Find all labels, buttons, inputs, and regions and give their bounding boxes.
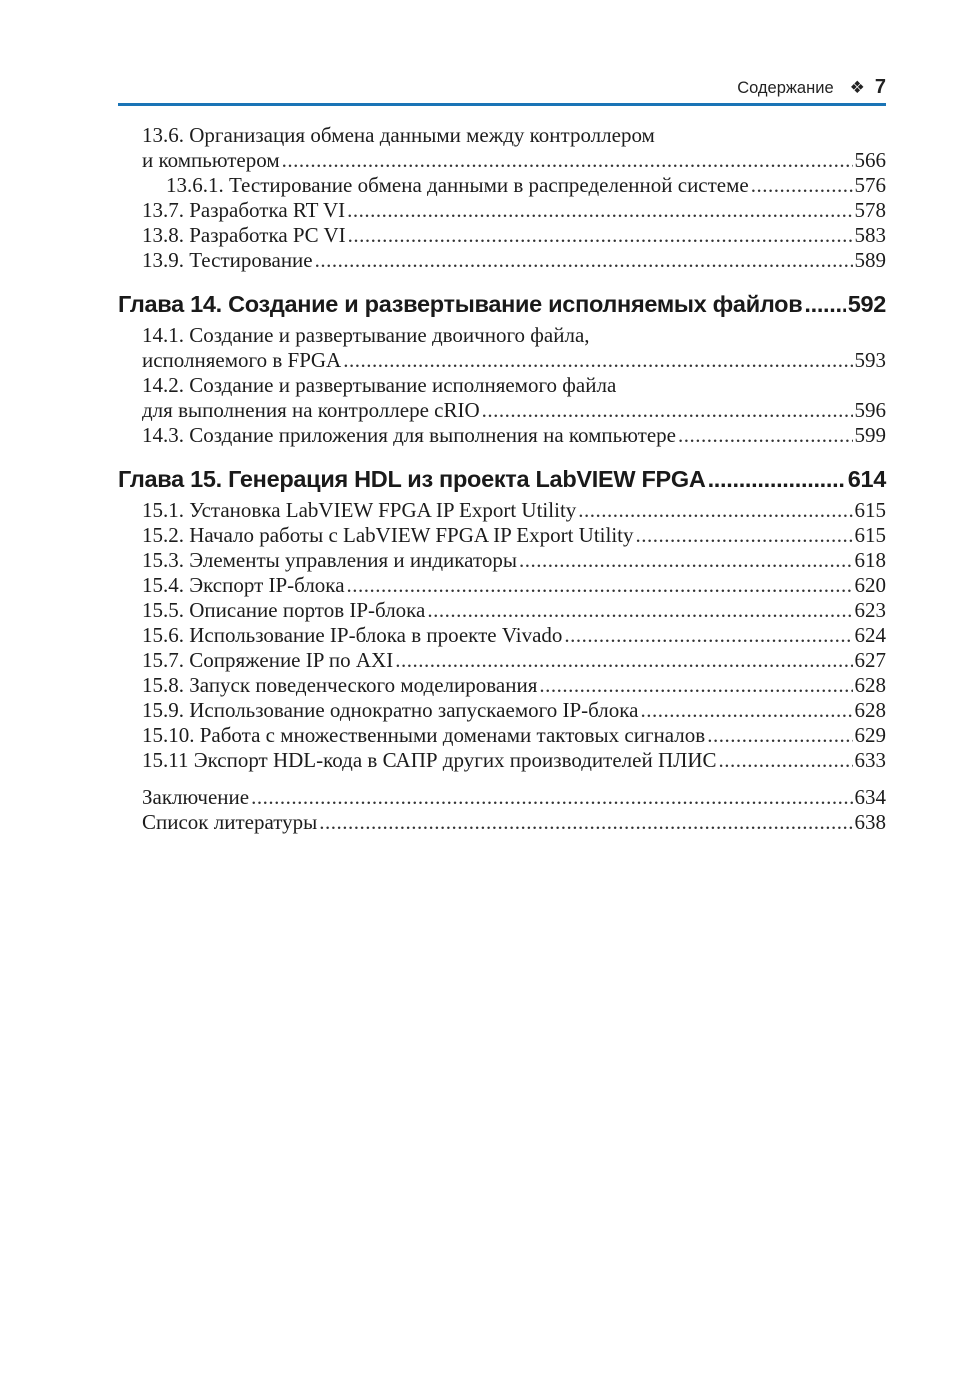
toc-entry-label: 15.7. Сопряжение IP по AXI <box>142 648 394 672</box>
toc-entry-label: 15.3. Элементы управления и индикаторы <box>142 548 517 572</box>
toc-entry-label: и компьютером <box>142 148 280 172</box>
leader-dots <box>519 548 853 573</box>
toc-entry-14-3[interactable] <box>142 423 886 448</box>
toc-entry-label: 13.7. Разработка RT VI <box>142 198 346 222</box>
header-section-title: Содержание <box>737 79 834 97</box>
chapter-title: Глава 15. Генерация HDL из проекта LabVIEW FPGA <box>118 466 706 492</box>
toc-entry-15-9[interactable] <box>142 698 886 723</box>
leader-dots <box>640 698 852 723</box>
page-number: 7 <box>874 76 886 98</box>
toc-entry-label: 13.6.1. Тестирование обмена данными в распределенной системе <box>166 173 749 197</box>
leader-dots <box>636 523 853 548</box>
toc-entry-label: 14.3. Создание приложения для выполнения на компьютере <box>142 423 676 447</box>
toc-entry-conclusion[interactable] <box>142 785 886 810</box>
leader-dots <box>251 785 852 810</box>
leader-dots <box>804 289 845 319</box>
toc-entry-bibliography[interactable] <box>142 810 886 835</box>
toc-entry-page: 623 <box>854 598 886 622</box>
toc-entry-label: 15.11 Экспорт HDL-кода в САПР других производителей ПЛИС <box>142 748 717 772</box>
leader-dots <box>719 748 853 773</box>
toc-entry-15-2[interactable] <box>142 523 886 548</box>
leader-dots <box>343 348 852 373</box>
toc-entry-14-2-line1: 14.2. Создание и развертывание исполняемого файла <box>142 373 617 397</box>
diamond-separator-icon: ❖ <box>849 78 865 97</box>
toc-entry-label: для выполнения на контроллере cRIO <box>142 398 480 422</box>
toc-entry-label: исполняемого в FPGA <box>142 348 342 372</box>
leader-dots <box>678 423 853 448</box>
toc-entry-15-5[interactable] <box>142 598 886 623</box>
toc-entry-page: 578 <box>854 198 886 222</box>
toc-chapter-15[interactable] <box>118 464 886 494</box>
leader-dots <box>347 198 852 223</box>
toc-entry-label: 15.8. Запуск поведенческого моделирования <box>142 673 538 697</box>
leader-dots <box>315 248 853 273</box>
toc-entry-page: 596 <box>854 398 886 422</box>
toc-entry-page: 628 <box>854 673 886 697</box>
toc-entry-page: 618 <box>854 548 886 572</box>
chapter-page: 614 <box>847 466 886 492</box>
toc-entry-label: Список литературы <box>142 810 318 834</box>
toc-entry-13-8[interactable] <box>142 223 886 248</box>
leader-dots <box>539 673 852 698</box>
running-header <box>118 76 886 100</box>
toc-entry-page: 629 <box>854 723 886 747</box>
toc-entry-page: 620 <box>854 573 886 597</box>
leader-dots <box>482 398 853 423</box>
toc-entry-label: 15.10. Работа с множественными доменами тактовых сигналов <box>142 723 706 747</box>
toc-entry-page: 583 <box>854 223 886 247</box>
chapter-title: Глава 14. Создание и развертывание исполняемых файлов <box>118 291 803 317</box>
toc-entry-page: 615 <box>854 498 886 522</box>
toc-entry-15-11[interactable] <box>142 748 886 773</box>
toc-entry-label: 15.9. Использование однократно запускаемого IP-блока <box>142 698 639 722</box>
leader-dots <box>564 623 852 648</box>
toc-entry-page: 576 <box>854 173 886 197</box>
toc-entry-page: 566 <box>854 148 886 172</box>
toc-entry-page: 638 <box>854 810 886 834</box>
toc-entry-15-4[interactable] <box>142 573 886 598</box>
toc-entry-label: Заключение <box>142 785 250 809</box>
leader-dots <box>348 223 853 248</box>
toc-entry-13-6-line1: 13.6. Организация обмена данными между контроллером <box>142 123 655 147</box>
toc-entry-label: 15.4. Экспорт IP-блока <box>142 573 345 597</box>
toc-entry-13-9[interactable] <box>142 248 886 273</box>
toc-entry-page: 628 <box>854 698 886 722</box>
toc-entry-13-6[interactable] <box>142 148 886 173</box>
toc-entry-15-8[interactable] <box>142 673 886 698</box>
leader-dots <box>751 173 853 198</box>
leader-dots <box>319 810 852 835</box>
leader-dots <box>395 648 852 673</box>
toc-entry-15-6[interactable] <box>142 623 886 648</box>
toc-entry-label: 15.1. Установка LabVIEW FPGA IP Export Utility <box>142 498 577 522</box>
toc-entry-label: 13.8. Разработка PC VI <box>142 223 346 247</box>
toc-entry-label: 15.2. Начало работы с LabVIEW FPGA IP Export Utility <box>142 523 634 547</box>
toc-entry-15-7[interactable] <box>142 648 886 673</box>
leader-dots <box>282 148 853 173</box>
toc-entry-page: 624 <box>854 623 886 647</box>
toc-entry-13-7[interactable] <box>142 198 886 223</box>
toc-entry-page: 633 <box>854 748 886 772</box>
toc-entry-label: 13.9. Тестирование <box>142 248 313 272</box>
toc-entry-15-1[interactable] <box>142 498 886 523</box>
header-rule <box>118 103 886 106</box>
toc-entry-15-3[interactable] <box>142 548 886 573</box>
toc-entry-label: 15.6. Использование IP-блока в проекте Vivado <box>142 623 563 647</box>
toc-entry-page: 627 <box>854 648 886 672</box>
toc-entry-14-2[interactable] <box>142 398 886 423</box>
toc-entry-15-10[interactable] <box>142 723 886 748</box>
leader-dots <box>707 723 852 748</box>
toc-entry-13-6-1[interactable] <box>166 173 886 198</box>
toc-entry-page: 634 <box>854 785 886 809</box>
toc-entry-page: 589 <box>854 248 886 272</box>
toc-entry-label: 15.5. Описание портов IP-блока <box>142 598 426 622</box>
toc-chapter-14[interactable] <box>118 289 886 319</box>
toc-entry-14-1[interactable] <box>142 348 886 373</box>
toc-entry-page: 599 <box>854 423 886 447</box>
leader-dots <box>347 573 853 598</box>
chapter-page: 592 <box>847 291 886 317</box>
toc-entry-14-1-line1: 14.1. Создание и развертывание двоичного файла, <box>142 323 590 347</box>
leader-dots <box>708 464 846 494</box>
toc-entry-page: 615 <box>854 523 886 547</box>
toc-entry-page: 593 <box>854 348 886 372</box>
leader-dots <box>578 498 852 523</box>
leader-dots <box>427 598 852 623</box>
